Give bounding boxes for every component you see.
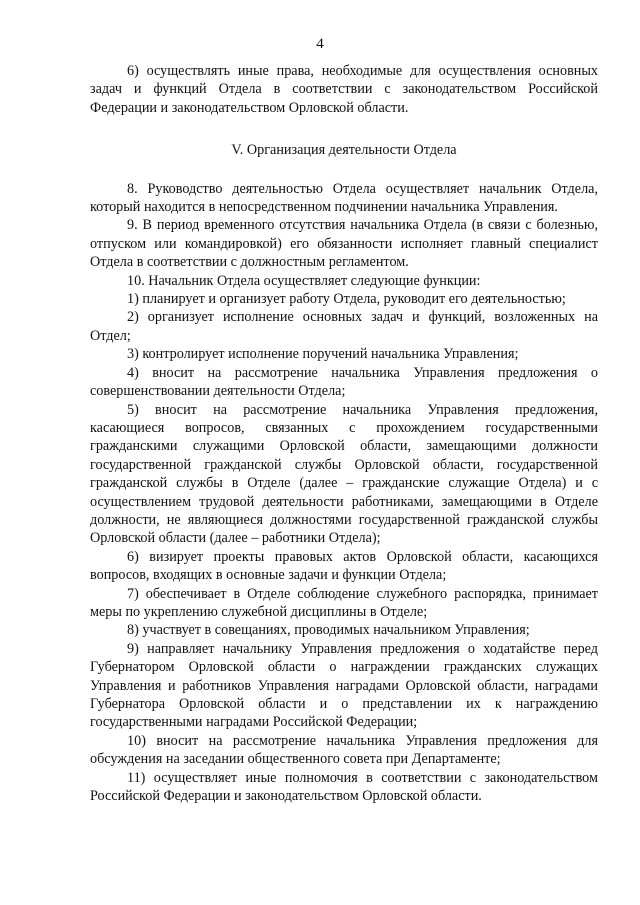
paragraph-8: 8. Руководство деятельностью Отдела осуществляет начальник Отдела, который находится в непосредственном подчинении начальника Управления.: [90, 180, 598, 216]
function-item-10: 10) вносит на рассмотрение начальника Управления предложения для обсуждения на заседании общественного совета при Департаменте;: [90, 732, 598, 768]
function-item-7: 7) обеспечивает в Отделе соблюдение служебного распорядка, принимает меры по укреплению служебной дисциплины в Отделе;: [90, 585, 598, 620]
document-body: [90, 62, 598, 805]
paragraph-10: 10. Начальник Отдела осуществляет следующие функции:: [127, 272, 481, 289]
function-item-6: 6) визирует проекты правовых актов Орловской области, касающихся вопросов, входящих в основные задачи и функции Отдела;: [90, 548, 598, 584]
page-number: 4: [316, 36, 324, 52]
function-item-5: 5) вносит на рассмотрение начальника Управления предложения, касающиеся вопросов, связанных с прохождением государственными гражданскими служащими Орловской области, замещающими должности государственной гражданской службы Орловской области, государственной гражданской службы в Отделе (далее – гражданские служащие Отдела) и с осуществлением трудовой деятельности работниками, замещающими в Отделе должности, не являющиеся должностями государственной гражданской службы Орловской области (далее – работники Отдела);: [90, 401, 598, 547]
paragraph-9: 9. В период временного отсутствия начальника Отдела (в связи с болезнью, отпуском или командировкой) его обязанности исполняет главный специалист Отдела в соответствии с должностным регламентом.: [90, 217, 598, 271]
function-item-4: 4) вносит на рассмотрение начальника Управления предложения о совершенствовании деятельности Отдела;: [90, 364, 598, 400]
section-heading: V. Организация деятельности Отдела: [231, 142, 457, 159]
function-item-9: 9) направляет начальнику Управления предложения о ходатайстве перед Губернатором Орловской области о награждении гражданских служащих Управления и работников Управления наградами Орловской области, наградами Губернатора Орловской области и о представлении их к награждению государственными наградами Российской Федерации;: [90, 640, 598, 731]
function-item-2: 2) организует исполнение основных задач и функций, возложенных на Отдел;: [90, 309, 598, 344]
function-item-11: 11) осуществляет иные полномочия в соответствии с законодательством Российской Федерации и законодательством Орловской области.: [90, 769, 598, 805]
function-item-3: 3) контролирует исполнение поручений начальника Управления;: [127, 346, 519, 363]
paragraph-item-6: 6) осуществлять иные права, необходимые для осуществления основных задач и функций Отдела в соответствии с законодательством Российской Федерации и законодательством Орловской области.: [90, 63, 598, 116]
function-item-8: 8) участвует в совещаниях, проводимых начальником Управления;: [127, 622, 530, 639]
function-item-1: 1) планирует и организует работу Отдела, руководит его деятельностью;: [127, 291, 566, 308]
